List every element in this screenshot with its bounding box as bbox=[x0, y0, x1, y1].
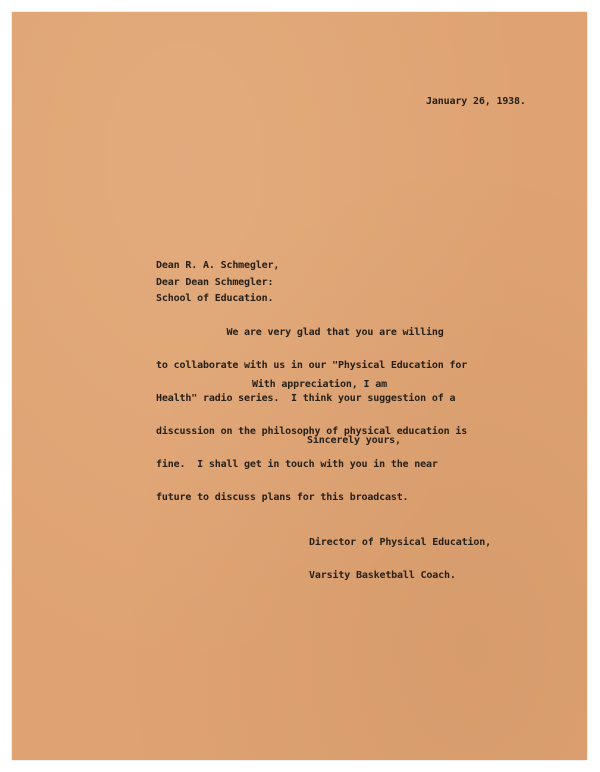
recipient-department: School of Education. bbox=[156, 293, 274, 304]
salutation: Dear Dean Schmegler: bbox=[156, 277, 274, 288]
body-line: to collaborate with us in our "Physical Education for bbox=[156, 360, 468, 371]
body-line: discussion on the philosophy of physical education is bbox=[156, 426, 468, 437]
signoff: Sincerely yours, bbox=[307, 435, 401, 446]
signature-title: Varsity Basketball Coach. bbox=[309, 570, 456, 581]
signature-title: Director of Physical Education, bbox=[309, 537, 491, 548]
letter-body bbox=[156, 305, 467, 525]
letter-date: January 26, 1938. bbox=[426, 96, 526, 107]
body-line: future to discuss plans for this broadcast. bbox=[156, 492, 409, 503]
body-line: fine. I shall get in touch with you in the near bbox=[156, 459, 438, 470]
closing-line: With appreciation, I am bbox=[252, 379, 388, 390]
body-line: We are very glad that you are willing bbox=[156, 327, 444, 338]
letter-page bbox=[12, 12, 587, 760]
signature-block bbox=[309, 515, 491, 603]
body-line: Health" radio series. I think your suggestion of a bbox=[156, 393, 456, 404]
recipient-name: Dean R. A. Schmegler, bbox=[156, 260, 280, 271]
